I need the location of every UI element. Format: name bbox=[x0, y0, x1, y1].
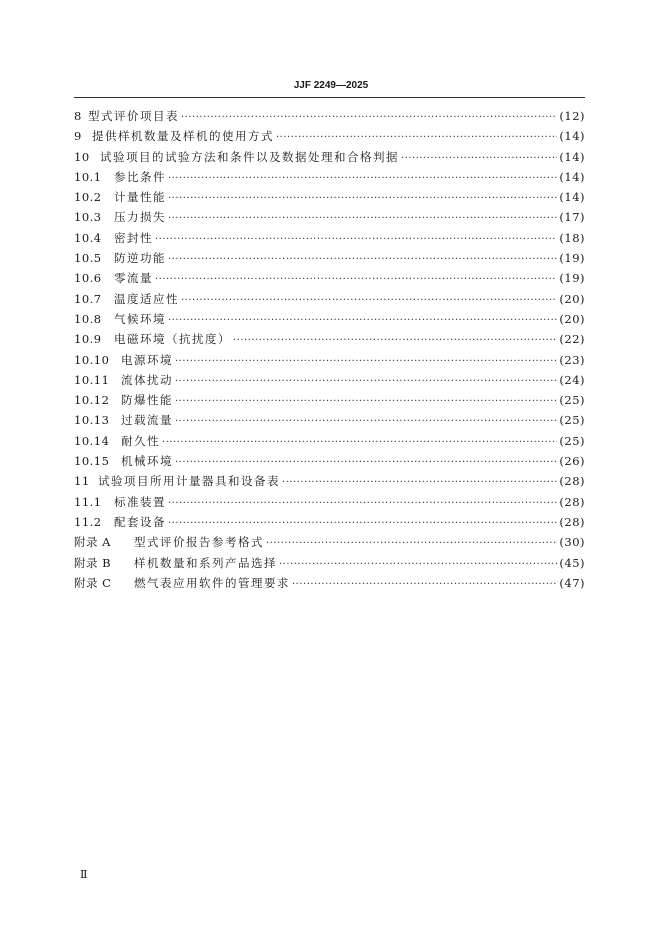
toc-number: 10.11 bbox=[74, 372, 110, 387]
toc-title: 密封性 bbox=[114, 230, 153, 245]
toc-leader bbox=[401, 149, 557, 169]
toc-page: (14) bbox=[559, 149, 585, 164]
toc-number: 10 bbox=[74, 149, 90, 164]
toc-number: 10.10 bbox=[74, 352, 110, 367]
toc-title: 防逆功能 bbox=[114, 251, 166, 266]
toc-leader bbox=[279, 555, 557, 575]
toc-title: 提供样机数量及样机的使用方式 bbox=[92, 129, 274, 144]
toc-title: 过载流量 bbox=[121, 413, 173, 428]
toc-leader bbox=[181, 291, 557, 311]
toc-leader bbox=[168, 311, 557, 331]
toc-title: 机械环境 bbox=[121, 454, 173, 469]
toc-number: 8 bbox=[74, 109, 82, 123]
toc-page: (20) bbox=[559, 311, 585, 326]
toc-leader bbox=[181, 108, 557, 128]
toc-entry[interactable] bbox=[74, 532, 585, 552]
toc-leader bbox=[168, 250, 557, 270]
toc-entry[interactable] bbox=[74, 410, 585, 430]
toc-entry[interactable] bbox=[74, 390, 585, 410]
toc-leader bbox=[168, 514, 557, 534]
toc-number: 10.6 bbox=[74, 271, 102, 286]
toc-title: 耐久性 bbox=[121, 433, 160, 448]
toc-number: 11 bbox=[74, 474, 90, 489]
toc-entry[interactable] bbox=[74, 147, 585, 167]
toc-page: (25) bbox=[559, 393, 585, 408]
toc-title: 标准装置 bbox=[114, 494, 166, 509]
toc-title: 型式评价报告参考格式 bbox=[134, 535, 264, 550]
toc-title: 配套设备 bbox=[114, 514, 166, 529]
toc-leader bbox=[233, 331, 557, 351]
toc-entry[interactable] bbox=[74, 268, 585, 288]
toc-number: 10.3 bbox=[74, 210, 102, 225]
toc-page: (19) bbox=[559, 271, 585, 286]
table-of-contents bbox=[74, 106, 585, 593]
toc-page: (18) bbox=[559, 230, 585, 245]
toc-leader bbox=[282, 473, 557, 493]
toc-entry[interactable] bbox=[74, 309, 585, 329]
toc-title: 零流量 bbox=[114, 271, 153, 286]
toc-leader bbox=[292, 575, 557, 595]
toc-leader bbox=[168, 169, 557, 189]
toc-page: (12) bbox=[559, 109, 585, 123]
toc-page: (19) bbox=[559, 251, 585, 266]
toc-page: (14) bbox=[559, 190, 585, 205]
toc-page: (30) bbox=[559, 535, 585, 550]
toc-number: 10.9 bbox=[74, 332, 102, 347]
toc-entry[interactable] bbox=[74, 248, 585, 268]
toc-leader bbox=[155, 230, 557, 250]
toc-leader bbox=[168, 494, 557, 514]
toc-title: 温度适应性 bbox=[114, 291, 179, 306]
toc-page: (47) bbox=[559, 575, 585, 590]
toc-entry[interactable] bbox=[74, 106, 585, 126]
document-code-header: JJF 2249—2025 bbox=[293, 80, 369, 91]
toc-title: 计量性能 bbox=[114, 190, 166, 205]
toc-entry[interactable] bbox=[74, 228, 585, 248]
toc-leader bbox=[266, 534, 557, 554]
toc-number: 10.13 bbox=[74, 413, 110, 428]
toc-leader bbox=[162, 433, 557, 453]
toc-number: 10.2 bbox=[74, 190, 102, 205]
toc-entry[interactable] bbox=[74, 289, 585, 309]
toc-page: (14) bbox=[559, 169, 585, 184]
toc-number: 10.4 bbox=[74, 230, 102, 245]
toc-leader bbox=[168, 209, 557, 229]
toc-leader bbox=[175, 412, 557, 432]
toc-entry[interactable] bbox=[74, 451, 585, 471]
toc-title: 电磁环境（抗扰度） bbox=[114, 332, 231, 347]
toc-entry[interactable] bbox=[74, 350, 585, 370]
toc-entry[interactable] bbox=[74, 126, 585, 146]
toc-entry[interactable] bbox=[74, 553, 585, 573]
toc-number: 10.15 bbox=[74, 454, 110, 469]
toc-number: 11.1 bbox=[74, 494, 102, 509]
toc-page: (26) bbox=[559, 454, 585, 469]
toc-entry[interactable] bbox=[74, 471, 585, 491]
toc-entry[interactable] bbox=[74, 207, 585, 227]
toc-number: 10.5 bbox=[74, 251, 102, 266]
toc-title: 防爆性能 bbox=[121, 393, 173, 408]
toc-leader bbox=[175, 372, 557, 392]
toc-number: 附录 C bbox=[74, 575, 112, 590]
toc-title: 试验项目所用计量器具和设备表 bbox=[98, 474, 280, 489]
toc-page: (28) bbox=[559, 494, 585, 509]
toc-leader bbox=[168, 189, 557, 209]
toc-page: (25) bbox=[559, 413, 585, 428]
toc-page: (25) bbox=[559, 433, 585, 448]
toc-leader bbox=[175, 352, 557, 372]
toc-leader bbox=[276, 128, 557, 148]
toc-number: 11.2 bbox=[74, 514, 102, 529]
toc-page: (28) bbox=[559, 514, 585, 529]
toc-page: (45) bbox=[559, 555, 585, 570]
toc-leader bbox=[155, 270, 557, 290]
toc-number: 10.1 bbox=[74, 169, 102, 184]
toc-page: (22) bbox=[559, 332, 585, 347]
toc-entry[interactable] bbox=[74, 167, 585, 187]
page-numeral: Ⅱ bbox=[80, 868, 88, 881]
toc-title: 流体扰动 bbox=[121, 372, 173, 387]
toc-title: 样机数量和系列产品选择 bbox=[134, 555, 277, 570]
toc-entry[interactable] bbox=[74, 512, 585, 532]
toc-title: 型式评价项目表 bbox=[88, 109, 179, 123]
toc-page: (14) bbox=[559, 129, 585, 144]
header-rule bbox=[74, 97, 585, 98]
toc-page: (20) bbox=[559, 291, 585, 306]
toc-title: 气候环境 bbox=[114, 311, 166, 326]
toc-entry[interactable] bbox=[74, 187, 585, 207]
toc-leader bbox=[175, 392, 557, 412]
toc-page: (17) bbox=[559, 210, 585, 225]
toc-number: 10.8 bbox=[74, 311, 102, 326]
toc-page: (24) bbox=[559, 372, 585, 387]
toc-number: 10.12 bbox=[74, 393, 110, 408]
toc-title: 电源环境 bbox=[121, 352, 173, 367]
toc-number: 附录 B bbox=[74, 555, 112, 570]
toc-entry[interactable] bbox=[74, 492, 585, 512]
toc-page: (28) bbox=[559, 474, 585, 489]
toc-entry[interactable] bbox=[74, 370, 585, 390]
toc-leader bbox=[175, 453, 557, 473]
toc-entry[interactable] bbox=[74, 329, 585, 349]
toc-title: 压力损失 bbox=[114, 210, 166, 225]
toc-page: (23) bbox=[559, 352, 585, 367]
toc-number: 10.14 bbox=[74, 433, 110, 448]
toc-title: 燃气表应用软件的管理要求 bbox=[134, 575, 290, 590]
toc-entry[interactable] bbox=[74, 573, 585, 593]
toc-number: 10.7 bbox=[74, 291, 102, 306]
toc-title: 试验项目的试验方法和条件以及数据处理和合格判据 bbox=[100, 149, 399, 164]
toc-number: 9 bbox=[74, 129, 82, 144]
toc-entry[interactable] bbox=[74, 431, 585, 451]
toc-number: 附录 A bbox=[74, 535, 111, 550]
toc-title: 参比条件 bbox=[114, 169, 166, 184]
